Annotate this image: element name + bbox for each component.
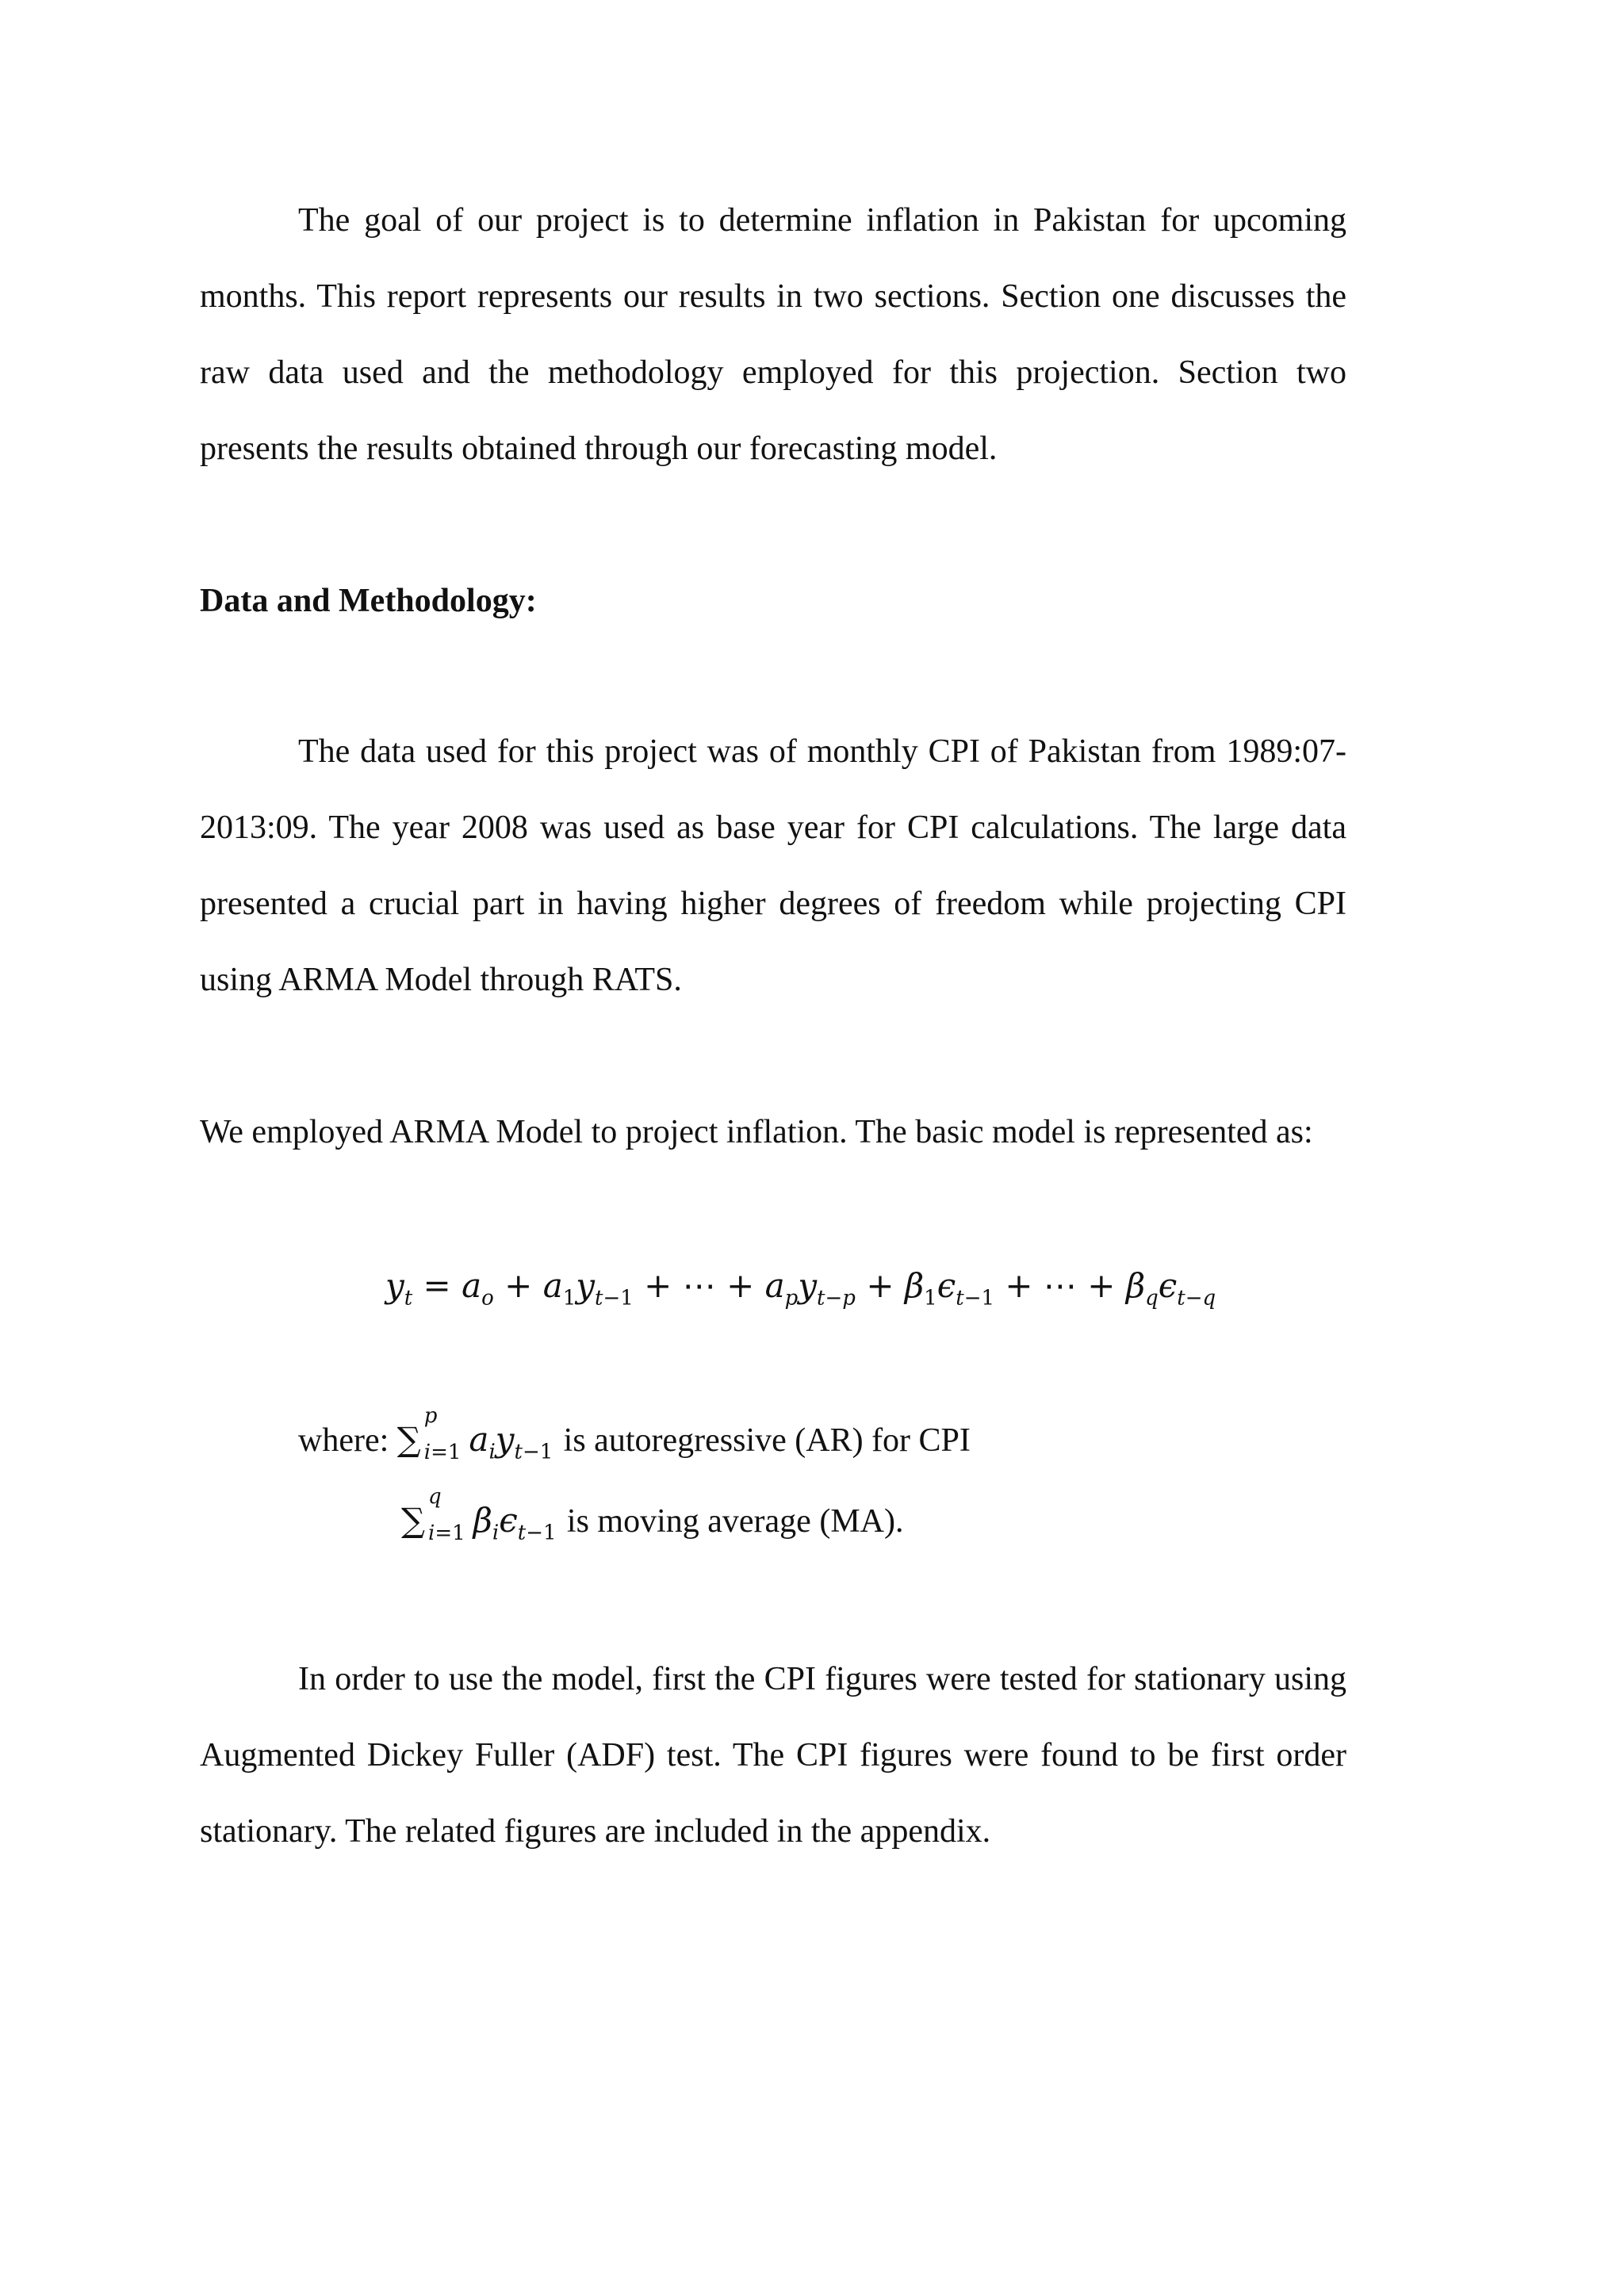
ma-sum-expression: ∑ q i=1 $\beta_i\epsilon_{t-1}$ [401,1485,557,1545]
paragraph-1-line-1: The goal of our project is to determine inflation in Pakistan for upcoming [298,202,1346,239]
paragraph-2-line-1: The data used for this project was of monthly CPI of Pakistan from 1989:07- [298,733,1346,770]
paragraph-2-line-2: 2013:09. The year 2008 was used as base year for CPI calculations. The large data [200,809,1346,846]
ar-sum-expression: ∑ p i=1 $a_iy_{t-1}$ [396,1404,553,1464]
section-heading: Data and Methodology: [200,583,537,619]
paragraph-4-line-3: stationary. The related figures are included in the appendix. [200,1813,991,1850]
paragraph-2-line-4: using ARMA Model through RATS. [200,962,682,998]
where-line-1 [298,1404,971,1464]
where-label: where: [298,1422,389,1459]
ma-description: is moving average (MA). [566,1503,904,1540]
ar-description: is autoregressive (AR) for CPI [563,1422,971,1459]
paragraph-1-line-4: presents the results obtained through our forecasting model. [200,430,998,467]
where-line-2 [401,1485,904,1545]
paragraph-3: We employed ARMA Model to project inflation. The basic model is represented as: [200,1114,1313,1150]
arma-equation: $y_t = a_o + a_1y_{t-1}$ + ⋯ + $a_py_{t-p} + \beta_1\epsilon_{t-1}$ + ⋯ + $\beta_q\epsilon_{t-q}$ [385,1266,1216,1311]
paragraph-4-line-2: Augmented Dickey Fuller (ADF) test. The CPI figures were found to be first order [200,1737,1346,1774]
paragraph-1-line-3: raw data used and the methodology employed for this projection. Section two [200,354,1346,391]
paragraph-1-line-2: months. This report represents our results in two sections. Section one discusses the [200,278,1346,315]
paragraph-4-line-1: In order to use the model, first the CPI figures were tested for stationary using [298,1661,1346,1697]
paragraph-2-line-3: presented a crucial part in having higher degrees of freedom while projecting CPI [200,886,1346,922]
